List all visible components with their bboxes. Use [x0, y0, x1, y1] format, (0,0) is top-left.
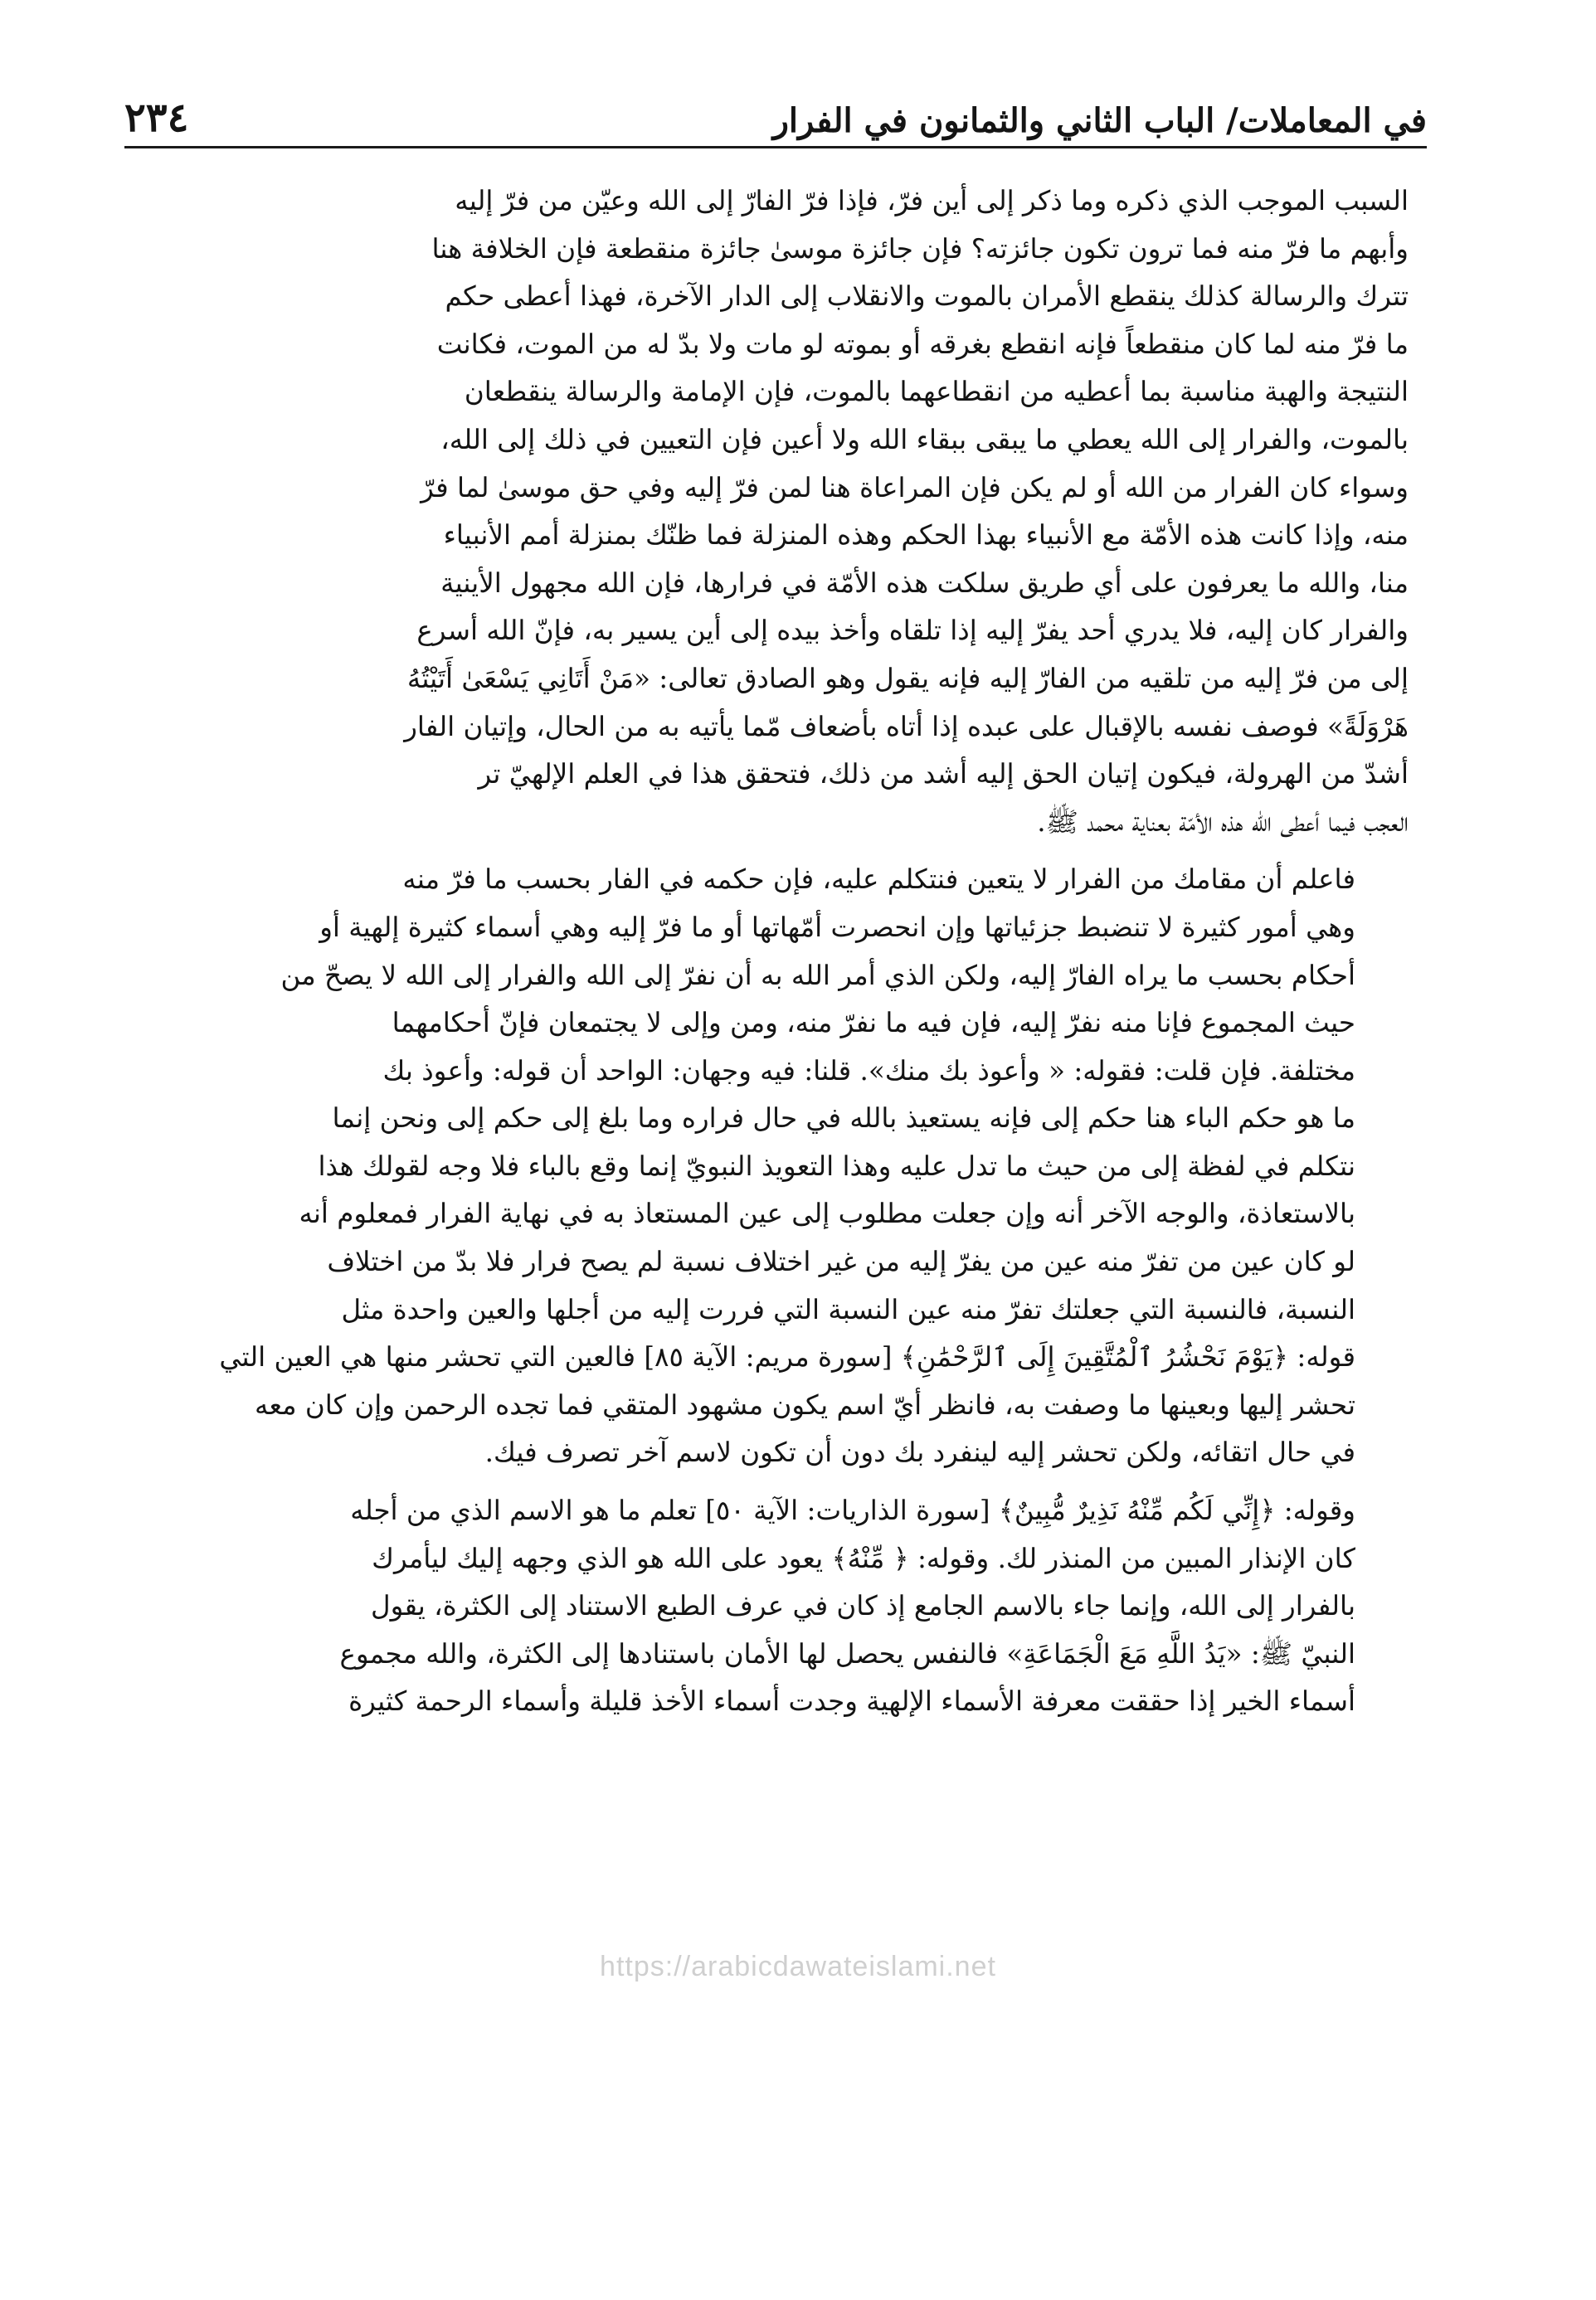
watermark-url: https://arabicdawateislami.net — [600, 1951, 996, 1982]
text-line: منا، والله ما يعرفون على أي طريق سلكت هذه الأمّة في فرارها، فإن الله مجهول الأينية — [440, 566, 1409, 599]
running-title: في المعاملات/ الباب الثاني والثمانون في الفرار — [772, 101, 1427, 140]
main-text — [139, 177, 1409, 1726]
text-line: إلى من فرّ إليه من تلقيه من الفارّ إليه فإنه يقول وهو الصادق تعالى: «مَنْ أَتَانِي يَسْعَىٰ أَتَيْتُهُ — [406, 662, 1409, 694]
text-line: منه، وإذا كانت هذه الأمّة مع الأنبياء بهذا الحكم وهذه المنزلة فما ظنّك بمنزلة أمم الأنبياء — [443, 519, 1409, 552]
text-line: وسواء كان الفرار من الله أو لم يكن فإن المراعاة هنا لمن فرّ إليه وفي حق موسىٰ لما فرّ — [421, 471, 1409, 503]
paragraph — [139, 177, 1409, 846]
text-line: النسبة، فالنسبة التي جعلتك تفرّ منه عين النسبة التي فررت إليه من أجلها والعين واحدة مثل — [341, 1293, 1355, 1325]
text-line: ما هو حكم الباء هنا حكم إلى فإنه يستعيذ بالله في حال فراره وما بلغ إلى حكم إلى ونحن إنما — [332, 1102, 1355, 1135]
text-line: أحكام بحسب ما يراه الفارّ إليه، ولكن الذي أمر الله به أن نفرّ إلى الله والفرار إلى الله لا يصحّ من — [280, 959, 1355, 991]
text-line: وقوله: ﴿إِنِّي لَكُم مِّنْهُ نَذِيرٌ مُّبِينٌ﴾ [سورة الذاريات: الآية ٥٠] تعلم ما هو الاسم الذي من أجله — [350, 1495, 1355, 1527]
text-line: النبيّ ﷺ: «يَدُ اللَّهِ مَعَ الْجَمَاعَةِ» فالنفس يحصل لها الأمان باستنادها إلى الكثرة، والله مجموع — [339, 1637, 1355, 1670]
text-line: بالاستعاذة، والوجه الآخر أنه وإن جعلت مطلوب إلى عين المستعاذ به في نهاية الفرار فمعلوم أنه — [299, 1198, 1355, 1230]
page-header — [124, 80, 1427, 141]
text-line: حيث المجموع فإنا منه نفرّ إليه، فإن فيه ما نفرّ منه، ومن وإلى لا يجتمعان فإنّ أحكامهما — [392, 1007, 1355, 1039]
text-line: النتيجة والهبة مناسبة بما أعطيه من انقطاعهما بالموت، فإن الإمامة والرسالة ينقطعان — [464, 376, 1409, 408]
text-line: السبب الموجب الذي ذكره وما ذكر إلى أين فرّ، فإذا فرّ الفارّ إلى الله وعيّن من فرّ إليه — [455, 185, 1409, 216]
text-line: العجب فيما أعطى الله هذه الأمّة بعناية محمد ﷺ. — [1037, 805, 1409, 838]
text-line: كان الإنذار المبين من المنذر لك. وقوله: ﴿ مِّنْهُ﴾ يعود على الله هو الذي وجهه إليك ليأمرك — [372, 1542, 1355, 1574]
text-line: والفرار كان إليه، فلا يدري أحد يفرّ إليه إذا تلقاه وأخذ بيده إلى أين يسير به، فإنّ الله أسرع — [416, 615, 1409, 647]
text-line: هَرْوَلَةً» فوصف نفسه بالإقبال على عبده إذا أتاه بأضعاف مّما يأتيه به من الحال، وإتيان الفار — [404, 710, 1409, 742]
text-line: نتكلم في لفظة إلى من حيث ما تدل عليه وهذا التعويذ النبويّ إنما وقع بالباء فلا وجه لقولك هذا — [318, 1150, 1355, 1182]
text-line: أسماء الخير إذا حققت معرفة الأسماء الإلهية وجدت أسماء الأخذ قليلة وأسماء الرحمة كثيرة — [348, 1685, 1355, 1718]
text-line: مختلفة. فإن قلت: فقوله: « وأعوذ بك منك». قلنا: فيه وجهان: الواحد أن قوله: وأعوذ بك — [382, 1054, 1355, 1087]
page-number: ٢٣٤ — [124, 95, 189, 141]
text-line: لو كان عين من تفرّ منه عين من يفرّ إليه من غير اختلاف نسبة لم يصح فرار فلا بدّ من اختلاف — [327, 1246, 1355, 1278]
header-divider — [124, 146, 1427, 148]
text-line: أشدّ من الهرولة، فيكون إتيان الحق إليه أشد من ذلك، فتحقق هذا في العلم الإلهيّ تر — [478, 758, 1409, 790]
paragraph — [139, 1487, 1409, 1726]
text-line: بالموت، والفرار إلى الله يعطي ما يبقى ببقاء الله ولا أعين فإن التعيين في ذلك إلى الله، — [440, 423, 1409, 455]
text-line: تترك والرسالة كذلك ينقطع الأمران بالموت والانقلاب إلى الدار الآخرة، فهذا أعطى حكم — [445, 280, 1409, 313]
text-line: وأبهم ما فرّ منه فما ترون تكون جائزته؟ فإن جائزة موسىٰ جائزة منقطعة فإن الخلافة هنا — [431, 232, 1409, 265]
paragraph — [139, 856, 1409, 1477]
text-line: في حال اتقائه، ولكن تحشر إليه لينفرد بك دون أن تكون لاسم آخر تصرف فيك. — [484, 1437, 1355, 1469]
text-line: فاعلم أن مقامك من الفرار لا يتعين فنتكلم عليه، فإن حكمه في الفار بحسب ما فرّ منه — [402, 863, 1355, 896]
text-line: ما فرّ منه لما كان منقطعاً فإنه انقطع بغرقه أو بموته لو مات ولا بدّ له من الموت، فكانت — [436, 328, 1409, 360]
text-line: بالفرار إلى الله، وإنما جاء بالاسم الجامع إذ كان في عرف الطبع الاستناد إلى الكثرة، يقول — [370, 1590, 1355, 1622]
text-line: قوله: ﴿يَوْمَ نَحْشُرُ ٱلْمُتَّقِينَ إِلَى ٱلرَّحْمَٰنِ﴾ [سورة مريم: الآية ٨٥] فالعين التي تحشر منها هي العين التي — [219, 1341, 1355, 1374]
text-line: تحشر إليها وبعينها ما وصفت به، فانظر أيّ اسم يكون مشهود المتقي فما تجده الرحمن وإن كان معه — [255, 1388, 1355, 1421]
text-line: وهي أمور كثيرة لا تنضبط جزئياتها وإن انحصرت أمّهاتها أو ما فرّ إليه وهي أسماء كثيرة إلهية أو — [319, 911, 1355, 943]
